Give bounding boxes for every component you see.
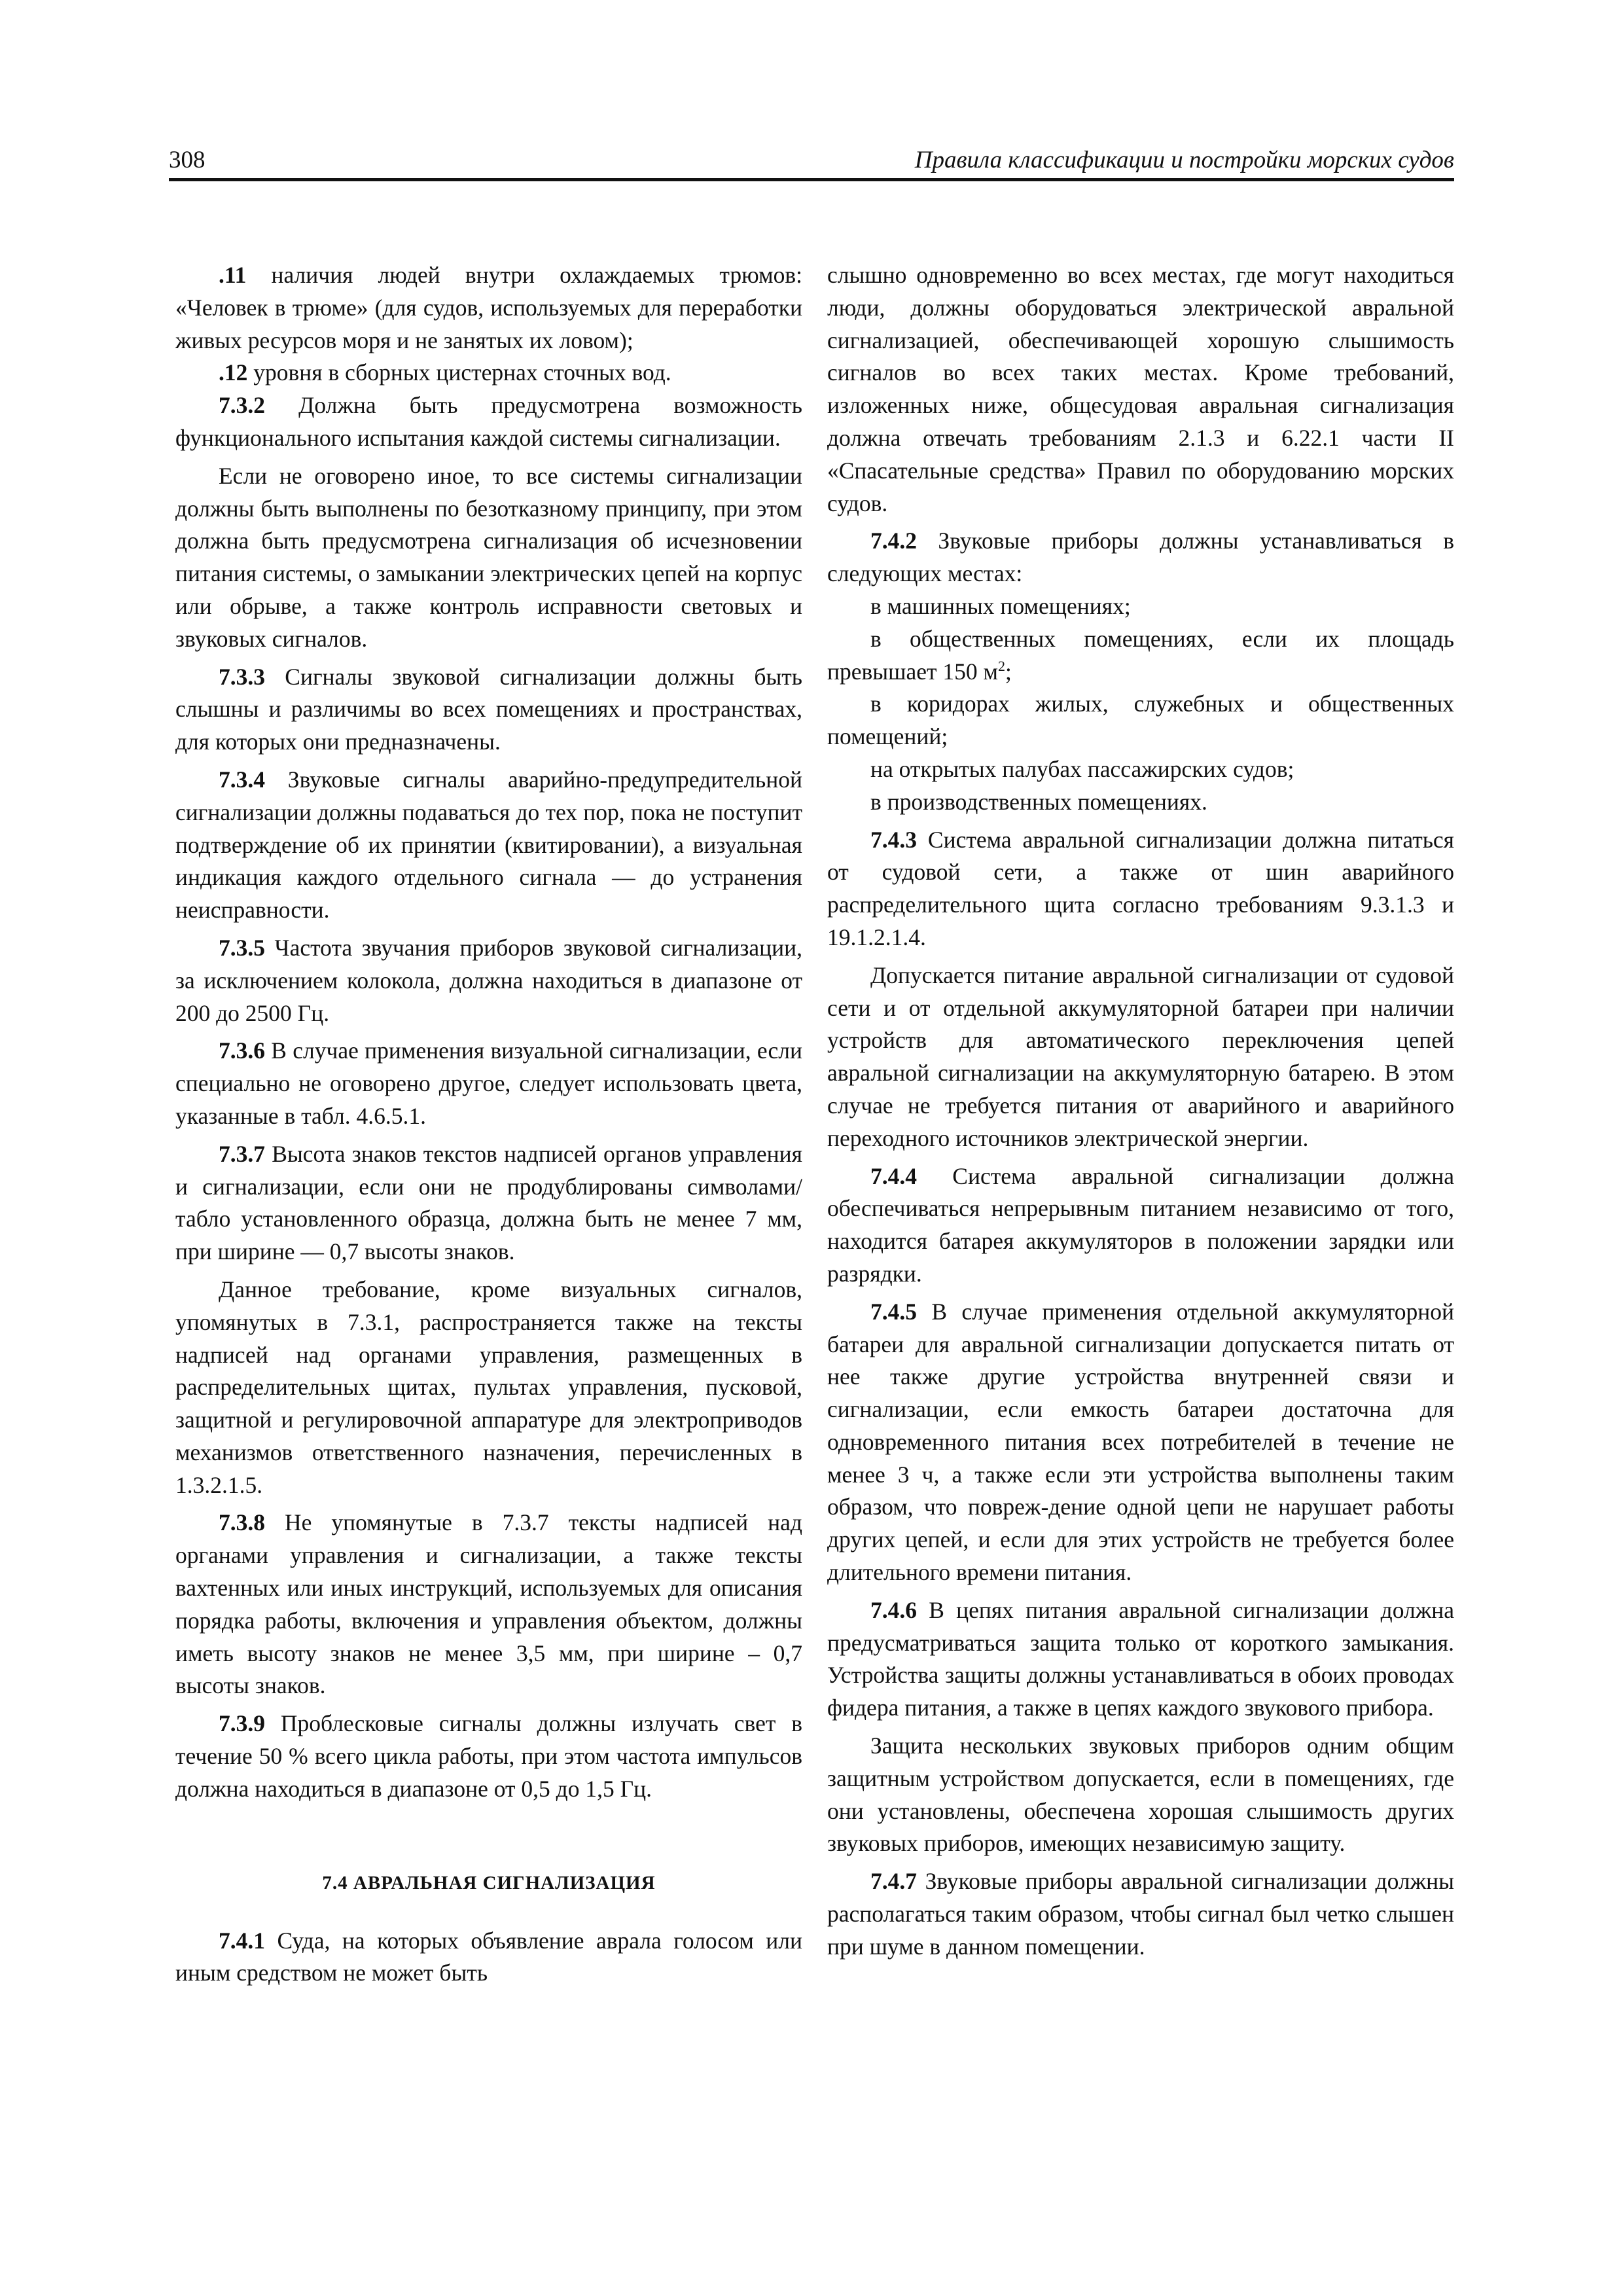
paragraph-7-3-2-fail-safe: Если не оговорено иное, то все системы сигнализации должны быть выполнены по безотказному принципу, при этом должна быть предусмотрена сигнализация об исчезновении питания системы, о замыкании электрических цепей на корпус или обрыве, а также контроль исправности световых и звуковых сигналов. (175, 462, 802, 652)
list-item-production-spaces: в производственных помещениях. (870, 788, 1207, 815)
paragraph-7-3-7: 7.3.7 Высота знаков текстов надписей органов управления и сигнализации, если они не продублированы символами/табло установленного образца, должна быть не менее 7 мм, при ширине — 0,7 высоты знаков. (175, 1140, 802, 1265)
paragraph-7-3-8: 7.3.8 Не упомянутые в 7.3.7 тексты надписей над органами управления и сигнализации, а также тексты вахтенных или иных инструкций, используемых для описания порядка работы, включения и управления объектом, должны иметь высоту знаков не менее 3,5 мм, при ширине – 0,7 высоты знаков. (175, 1509, 802, 1699)
running-title: Правила классификации и постройки морских судов (914, 147, 1454, 173)
paragraph-item-11: .11 наличия людей внутри охлаждаемых трюмов: «Человек в трюме» (для судов, используемых для переработки живых ресурсов моря и не занятых их ловом); (175, 262, 802, 353)
paragraph-7-3-5: 7.3.5 Частота звучания приборов звуковой сигнализации, за исключением колокола, должна находиться в диапазоне от 200 до 2500 Гц. (175, 934, 802, 1026)
paragraph-7-4-3: 7.4.3 Система авральной сигнализации должна питаться от судовой сети, а также от шин аварийного распределительного щита согласно требованиям 9.3.1.3 и 19.1.2.1.4. (827, 826, 1454, 950)
list-item-machinery-spaces: в машинных помещениях; (870, 592, 1131, 619)
paragraph-7-4-4: 7.4.4 Система авральной сигнализации должна обеспечиваться непрерывным питанием независимо от того, находится батарея аккумуляторов в положении зарядки или разрядки. (827, 1162, 1454, 1287)
list-item-public-spaces: в общественных помещениях, если их площадь превышает 150 $м^2$; (827, 625, 1454, 685)
paragraph-7-3-9: 7.3.9 Проблесковые сигналы должны излучать свет в течение 50 % всего цикла работы, при этом частота импульсов должна находиться в диапазоне от 0,5 до 1,5 Гц. (175, 1710, 802, 1802)
left-column (175, 259, 802, 1990)
paragraph-7-4-6: 7.4.6 В цепях питания авральной сигнализации должна предусматриваться защита только от короткого замыкания. Устройства защиты должны устанавливаться в обоих проводах фидера питания, а также в цепях каждого звукового прибора. (827, 1596, 1454, 1721)
page-number: 308 (169, 147, 205, 173)
section-heading-7-4: 7.4 АВРАЛЬНАЯ СИГНАЛИЗАЦИЯ (322, 1872, 656, 1893)
paragraph-7-3-2: 7.3.2 Должна быть предусмотрена возможность функционального испытания каждой системы сигнализации. (175, 392, 802, 451)
paragraph-7-4-1: 7.4.1 Суда, на которых объявление аврала голосом или иным средством не может быть (175, 1927, 802, 1986)
right-column (827, 259, 1454, 1964)
paragraph-7-4-7: 7.4.7 Звуковые приборы авральной сигнализации должны располагаться таким образом, чтобы сигнал был четко слышен при шуме в данном помещении. (827, 1868, 1454, 1960)
paragraph-7-3-3: 7.3.3 Сигналы звуковой сигнализации должны быть слышны и различимы во всех помещениях и пространствах, для которых они предназначены. (175, 663, 802, 755)
paragraph-7-4-5: 7.4.5 В случае применения отдельной аккумуляторной батареи для авральной сигнализации допускается питать от нее также другие устройства внутренней связи и сигнализации, если емкость батареи достаточна для одновременного питания всех потребителей в течение не менее 3 ч, а также если эти устройства выполнены таким образом, что повреж-дение одной цепи не нарушает работы других цепей, и если для этих устройств не требуется более длительного времени питания. (827, 1298, 1454, 1586)
paragraph-7-3-7-extension: Данное требование, кроме визуальных сигналов, упомянутых в 7.3.1, распространяется также на тексты надписей над органами управления, размещенных в распределительных щитах, пультах управления, пусковой, защитной и регулировочной аппаратуре для электроприводов механизмов ответственного назначения, перечисленных в 1.3.2.1.5. (175, 1276, 802, 1498)
running-header (169, 141, 1454, 181)
list-item-open-decks: на открытых палубах пассажирских судов; (870, 755, 1294, 782)
paragraph-7-4-1-continued: слышно одновременно во всех местах, где могут находиться люди, должны оборудоваться электрической авральной сигнализацией, обеспечивающей хорошую слышимость сигналов во всех таких местах. Кроме требований, изложенных ниже, общесудовая авральная сигнализация должна отвечать требованиям 2.1.3 и 6.22.1 части II «Спасательные средства» Правил по оборудованию морских судов. (827, 262, 1454, 516)
paragraph-item-12: .12 уровня в сборных цистернах сточных вод. (219, 359, 671, 386)
paragraph-7-4-2: 7.4.2 Звуковые приборы должны устанавливаться в следующих местах: (827, 528, 1454, 587)
list-item-corridors: в коридорах жилых, служебных и общественных помещений; (827, 691, 1454, 750)
paragraph-7-3-4: 7.3.4 Звуковые сигналы аварийно-предупредительной сигнализации должны подаваться до тех пор, пока не поступит подтверждение об их принятии (квитировании), а визуальная индикация каждого отдельного сигнала — до устранения неисправности. (175, 766, 802, 924)
paragraph-7-4-6-protection: Защита нескольких звуковых приборов одним общим защитным устройством допускается, если в помещениях, где они установлены, обеспечена хорошая слышимость других звуковых приборов, имеющих независимую защиту. (827, 1732, 1454, 1857)
paragraph-7-3-6: 7.3.6 В случае применения визуальной сигнализации, если специально не оговорено другое, следует использовать цвета, указанные в табл. 4.6.5.1. (175, 1037, 802, 1129)
paragraph-7-4-3-battery: Допускается питание авральной сигнализации от судовой сети и от отдельной аккумуляторной батареи при наличии устройств для автоматического переключения цепей авральной сигнализации на аккумуляторную батарею. В этом случае не требуется питания от аварийного и аварийного переходного источников электрической энергии. (827, 961, 1454, 1151)
